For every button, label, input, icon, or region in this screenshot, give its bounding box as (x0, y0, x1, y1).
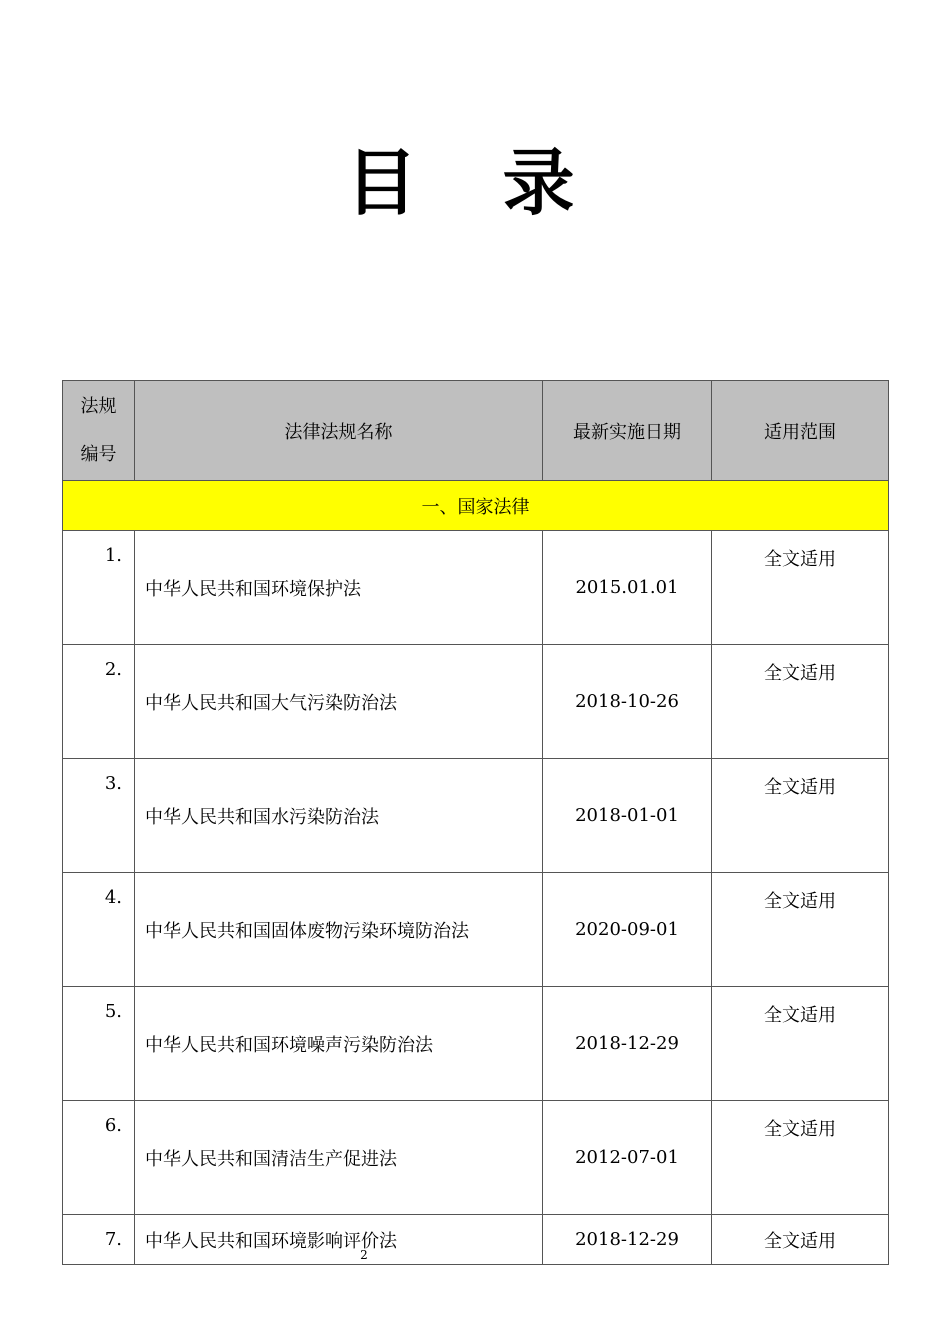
row-law-name: 中华人民共和国水污染防治法 (135, 759, 543, 873)
row-law-name: 中华人民共和国大气污染防治法 (135, 645, 543, 759)
row-scope: 全文适用 (712, 531, 889, 645)
row-date: 2012-07-01 (543, 1101, 712, 1215)
row-law-name: 中华人民共和国清洁生产促进法 (135, 1101, 543, 1215)
table-row (63, 531, 889, 645)
row-date: 2018-12-29 (543, 987, 712, 1101)
law-table (62, 380, 889, 1265)
header-number-line2: 编号 (80, 443, 117, 465)
row-number: 2. (63, 645, 135, 759)
table-row (63, 1101, 889, 1215)
row-law-name: 中华人民共和国环境保护法 (135, 531, 543, 645)
table-row (63, 645, 889, 759)
table-row (63, 759, 889, 873)
header-number-line1: 法规 (80, 395, 117, 417)
row-number: 4. (63, 873, 135, 987)
row-scope: 全文适用 (712, 645, 889, 759)
table-row (63, 987, 889, 1101)
row-number: 3. (63, 759, 135, 873)
row-number: 7. (63, 1215, 135, 1265)
row-number: 6. (63, 1101, 135, 1215)
header-number (63, 381, 135, 481)
row-date: 2018-10-26 (543, 645, 712, 759)
row-law-name: 中华人民共和国环境噪声污染防治法 (135, 987, 543, 1101)
row-date: 2018-12-29 (543, 1215, 712, 1265)
row-date: 2020-09-01 (543, 873, 712, 987)
header-scope: 适用范围 (712, 381, 889, 481)
row-scope: 全文适用 (712, 1101, 889, 1215)
header-date: 最新实施日期 (543, 381, 712, 481)
row-scope: 全文适用 (712, 987, 889, 1101)
row-scope: 全文适用 (712, 759, 889, 873)
table-row (63, 873, 889, 987)
section-row (63, 481, 889, 531)
row-law-name: 中华人民共和国固体废物污染环境防治法 (135, 873, 543, 987)
row-law-name: 中华人民共和国环境影响评价法 (135, 1215, 543, 1265)
row-scope: 全文适用 (712, 1215, 889, 1265)
section-title: 一、国家法律 (63, 481, 889, 531)
row-number: 5. (63, 987, 135, 1101)
table-header-row (63, 381, 889, 481)
row-date: 2018-01-01 (543, 759, 712, 873)
page-title: 目 录 (345, 141, 605, 225)
header-name: 法律法规名称 (135, 381, 543, 481)
page-number: 2 (360, 1248, 368, 1262)
row-number: 1. (63, 531, 135, 645)
row-scope: 全文适用 (712, 873, 889, 987)
row-date: 2015.01.01 (543, 531, 712, 645)
